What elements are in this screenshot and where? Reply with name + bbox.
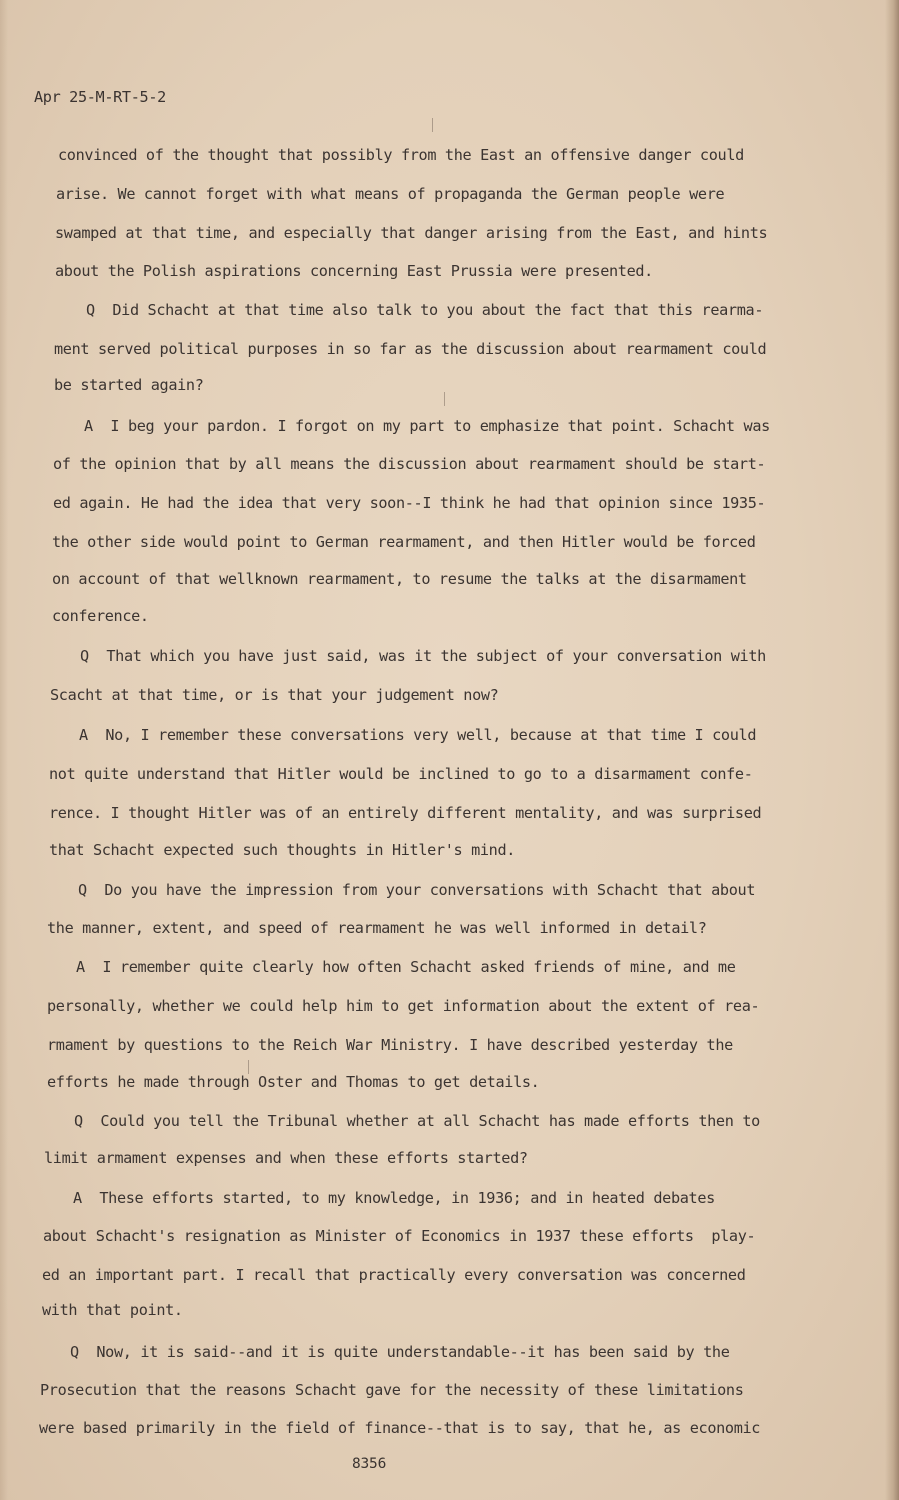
text-line: of the opinion that by all means the discussion about rearmament should be start- (53, 455, 766, 473)
text-line: Q Do you have the impression from your conversations with Schacht that about (78, 881, 756, 899)
text-line: ed an important part. I recall that practically every conversation was concerned (42, 1266, 746, 1284)
text-line: Q Now, it is said--and it is quite understandable--it has been said by the (70, 1343, 730, 1361)
text-line: Q Did Schacht at that time also talk to you about the fact that this rearma- (86, 301, 764, 319)
text-line: Q That which you have just said, was it the subject of your conversation with (80, 647, 766, 665)
document-header: Apr 25-M-RT-5-2 (34, 88, 166, 106)
text-line: rmament by questions to the Reich War Ministry. I have described yesterday the (47, 1036, 733, 1054)
text-line: the other side would point to German rearmament, and then Hitler would be forced (52, 533, 756, 551)
text-line: that Schacht expected such thoughts in Hitler's mind. (49, 841, 516, 859)
text-line: the manner, extent, and speed of rearmament he was well informed in detail? (47, 919, 707, 937)
text-line: A I beg your pardon. I forgot on my part to emphasize that point. Schacht was (84, 417, 770, 435)
text-line: convinced of the thought that possibly from the East an offensive danger could (58, 146, 744, 164)
text-line: not quite understand that Hitler would be inclined to go to a disarmament confe- (49, 765, 753, 783)
text-line: A No, I remember these conversations very well, because at that time I could (79, 726, 757, 744)
text-line: be started again? (54, 376, 204, 394)
text-line: were based primarily in the field of finance--that is to say, that he, as economic (39, 1419, 761, 1437)
paper-mark (248, 1060, 249, 1074)
text-line: Q Could you tell the Tribunal whether at all Schacht has made efforts then to (74, 1112, 760, 1130)
text-line: limit armament expenses and when these efforts started? (44, 1149, 528, 1167)
text-line: A I remember quite clearly how often Schacht asked friends of mine, and me (76, 958, 736, 976)
text-line: efforts he made through Oster and Thomas to get details. (47, 1073, 540, 1091)
page-number: 8356 (352, 1456, 387, 1472)
text-line: about Schacht's resignation as Minister of Economics in 1937 these efforts play- (43, 1227, 756, 1245)
text-line: swamped at that time, and especially that danger arising from the East, and hints (55, 224, 768, 242)
text-line: arise. We cannot forget with what means of propaganda the German people were (56, 185, 725, 203)
text-line: personally, whether we could help him to get information about the extent of rea- (47, 997, 760, 1015)
text-line: rence. I thought Hitler was of an entirely different mentality, and was surprised (49, 804, 762, 822)
text-line: on account of that wellknown rearmament, to resume the talks at the disarmament (52, 570, 747, 588)
paper-mark (444, 392, 445, 406)
text-line: Prosecution that the reasons Schacht gave for the necessity of these limitations (40, 1381, 744, 1399)
text-line: ed again. He had the idea that very soon--I think he had that opinion since 1935- (53, 494, 766, 512)
text-line: about the Polish aspirations concerning East Prussia were presented. (55, 262, 653, 280)
text-line: ment served political purposes in so far as the discussion about rearmament could (54, 340, 767, 358)
text-line: with that point. (42, 1301, 183, 1319)
text-line: Scacht at that time, or is that your judgement now? (50, 686, 499, 704)
paper-mark (432, 118, 433, 132)
text-line: conference. (52, 607, 149, 625)
text-line: A These efforts started, to my knowledge, in 1936; and in heated debates (73, 1189, 715, 1207)
